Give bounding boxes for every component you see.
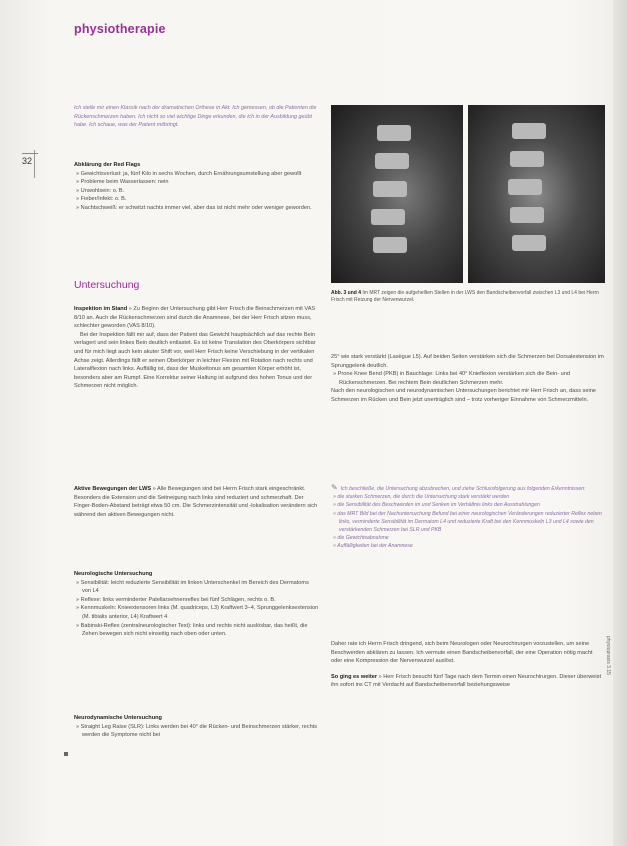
right-column-top bbox=[331, 353, 604, 405]
footer-mark bbox=[64, 752, 68, 756]
neuro-section bbox=[74, 570, 319, 639]
inspektion-text-2: Bei der Inspektion fällt mir auf, dass der Patient das Gewicht hauptsächlich auf das rechte Bein verlagert und sein linkes Bein deutlich entlastet. Es ist keine Translation des Oberkörpers sichtbar und für mich liegt auch kein akuter Shift vor, weil Herr Frisch keine Verschiebung in der vertikalen Achse zeigt. Allerdings fällt er seinen Oberkörper in leichter Flexion mit Rotation nach rechts und Lateralflexion nach links. Auffällig ist, dass der Muskeltonus am gesamten Körper erhöht ist, besonders aber am Rumpf. Eine Korrektur seiner Haltung ist aufgrund des hohen Tonus und der Schmerzen nicht möglich. bbox=[74, 331, 316, 390]
side-label: physiopraxis 3.15 bbox=[605, 636, 611, 675]
figure-caption bbox=[331, 290, 604, 304]
neuro-title: Neurologische Untersuchung bbox=[74, 571, 153, 577]
page-number: 32 bbox=[22, 153, 38, 166]
right-cont-text: 25° wie stark verstärkt (Lasègue L5). Auf beiden Seiten verstärken sich die Schmerzen bei Dorsalextension im Sprunggelenk deutlich. bbox=[331, 354, 604, 369]
list-item: » Auffälligkeiten bei der Anamnese bbox=[333, 543, 413, 550]
list-item: » Babinski-Reflex (zentralneurologischer Test): links und rechts nicht auslösbar, das heißt, die Zehen bewegen sich nicht einseitig nach oben oder unten. bbox=[76, 622, 308, 638]
red-flags-section bbox=[74, 161, 319, 213]
so-ging-es-weiter-text: Herr Frisch besucht fünf Tage nach dem Termin einen Neurochirurgen. Dieser überweist ihn sofort ins CT mit Verdacht auf Bandscheibenvorfall beziehungsweise bbox=[331, 673, 601, 689]
list-item: » Sensibilität: leicht reduzierte Sensibilität im linken Unterschenkel im Bereich des Dermatoms von L4 bbox=[76, 579, 309, 595]
list-item: » Kennmuskeln: Knieextensoren links (M. quadriceps, L3) Kraftwert 3–4, Sprunggelenksextension (M. tibialis anterior, L4) Kraftwert 4 bbox=[76, 605, 319, 620]
mri-image-right bbox=[468, 105, 605, 283]
neurodyn-title: Neurodynamische Untersuchung bbox=[74, 715, 162, 721]
mri-image-left bbox=[331, 105, 463, 283]
red-flags-title: Abklärung der Red Flags bbox=[74, 162, 141, 168]
intro-text: Ich stelle mir einen Klassik nach der dramatischen Orthese in Akt. Ich gemessen, ob die Patienten die Rückenschmerzen haben. Ich nicht so viel wichtige Dinge erkunden, die ich in der Ausbildung geübt habe. Ich schaue, was der Patient mitbringt. bbox=[74, 105, 317, 129]
so-ging-es-weiter-title: So ging es weiter bbox=[331, 673, 378, 680]
list-item: » die Gewichtsabnahme bbox=[333, 535, 389, 542]
list-item: » die Sensibilität des Beschwerden im und Senken im Verhältnis links den Ausstrahlungen bbox=[333, 502, 540, 509]
list-item: » Gewichtsverlust: ja, fünf Kilo in sechs Wochen, durch Ernährungsumstellung aber gewollt bbox=[76, 170, 302, 177]
right-paragraph-2: Daher rate ich Herrn Frisch dringend, sich beim Neurologen oder Neurochirurgen vorzustellen, um seine Beschwerden abklären zu lassen. Ich vermute einen Bandscheibenvorfall, der eine Operation nötig macht oder eine Kompression der Nervenwurzel auslöst. bbox=[331, 641, 593, 665]
aktive-title: Aktive Bewegungen der LWS bbox=[74, 486, 152, 492]
list-item: » Reflexe: links verminderter Patellarsehnenreflex bei fünf Schlägen, rechts o. B. bbox=[76, 596, 276, 603]
aktive-text: Alle Bewegungen sind bei Herrn Frisch stark eingeschränkt. Besonders die Extension und die Seitneigung nach links sind reduziert und schmerzhaft. Der Finger-Boden-Abstand beträgt etwa 50 cm. Die Schmerzintensität und -lokalisation verändern sich während den aktiven Bewegungen nicht. bbox=[74, 486, 318, 518]
list-item: » Probleme beim Wasserlassen: nein bbox=[76, 179, 169, 186]
list-item: » Prone Knee Bend (PKB) in Bauchlage: Links bei 40° Knieflexion verstärken sich die Bein- und Rückenschmerzen. Bei rechtem Bein deutlichen Schmerzen mehr. bbox=[333, 371, 571, 386]
list-item: » das MRT Bild bei der Nachuntersuchung Befund bei einer neurologischen Veränderungen reduzierter Reflex neben links, verminderte Sensibilität im Dermatom L4 und reduzierte Kraft bei den Kennmuskeln L3 und L4 sowie den verstärkenden Schmerzen bei SLR und PKB bbox=[333, 510, 602, 534]
list-item: » Nachtschweiß: er schwitzt nachts immer viel, aber das ist nicht mehr oder weniger geworden. bbox=[76, 204, 312, 211]
list-item: » die starken Schmerzen, die durch die Untersuchung stark verstärkt werden bbox=[333, 494, 510, 501]
inspektion-text: Zu Beginn der Untersuchung gibt Herr Frisch die Beinschmerzen mit VAS 8/10 an. Auch die Rückenschmerzen sind durch die Anamnese, bei der Herr Frisch sitzen muss, schlechter geworden (VAS 8/10). bbox=[74, 306, 316, 330]
right-paragraph: Nach den neurologischen und neurodynamischen Untersuchungen berichtet mir Herr Frisch an, dass seine Schmerzen im Rücken und Bein jetzt unerträglich sind – trotz vorheriger Einnahme von Schmerzmitteln. bbox=[331, 388, 596, 403]
note-box bbox=[331, 484, 604, 551]
caption-label: Abb. 3 und 4 bbox=[331, 290, 361, 296]
inspektion-section: Inspektion im Stand » Zu Beginn der Untersuchung gibt Herr Frisch die Beinschmerzen mit VAS 8/10 an. Auch die Rückenschmerzen sind durch die Anamnese, bei der Herr Frisch sitzen muss, schlechter geworden (VAS 8/10). Bei der Inspektion fällt mir auf, dass der Patient das Gewicht hauptsächlich auf das rechte Bein verlagert und sein linkes Bein deutlich entlastet. Es ist keine Translation des Oberkörpers sichtbar und für mich liegt auch kein akuter Shift vor, weil Herr Frisch keine Verschiebung in der vertikalen Achse zeigt. Allerdings fällt er seinen Oberkörper in leichter Flexion mit Rotation nach rechts und Lateralflexion nach links. Auffällig ist, dass der Muskeltonus am gesamten Körper erhöht ist, besonders aber am Rumpf. Eine Korrektur seiner Haltung ist aufgrund des hohen Tonus und der Schmerzen nicht möglich. bbox=[74, 305, 319, 391]
note-icon: ✎ bbox=[331, 483, 338, 492]
caption-text: Im MRT zeigen die aufgehellten Stellen in der LWS den Bandscheibenvorfall zwischen L3 und L4 bei Herrn Frisch mit Reizung der Nervenwurzel. bbox=[331, 290, 599, 303]
inspektion-title: Inspektion im Stand bbox=[74, 306, 128, 312]
note-intro: Ich beschließe, die Untersuchung abzubrechen, und ziehe Schlussfolgerung aus folgenden Erkenntnissen: bbox=[340, 486, 586, 492]
right-column-bottom: Daher rate ich Herrn Frisch dringend, sich beim Neurologen oder Neurochirurgen vorzustellen, um seine Beschwerden abklären zu lassen. Ich vermute einen Bandscheibenvorfall, der eine Operation nötig macht oder eine Kompression der Nervenwurzel auslöst. So ging es weiter » Herr Frisch besucht fünf Tage nach dem Termin einen Neurochirurgen. Dieser überweist ihn sofort ins CT mit Verdacht auf Bandscheibenvorfall beziehungsweise bbox=[331, 640, 604, 690]
page-title: physiotherapie bbox=[74, 22, 166, 36]
aktive-section: Aktive Bewegungen der LWS » Alle Bewegungen sind bei Herrn Frisch stark eingeschränkt. Besonders die Extension und die Seitneigung nach links sind reduziert und schmerzhaft. Der Finger-Boden-Abstand beträgt etwa 50 cm. Die Schmerzintensität und -lokalisation verändern sich während den aktiven Bewegungen nicht. bbox=[74, 486, 318, 518]
section-heading: Untersuchung bbox=[74, 279, 140, 291]
list-item: » Unwohlsein: o. B. bbox=[76, 187, 125, 194]
neurodyn-section bbox=[74, 714, 319, 740]
list-item: » Fieber/Infekt: o. B. bbox=[76, 196, 127, 203]
list-item: » Straight Leg Raise (SLR): Links werden bei 40° die Rücken- und Beinschmerzen stärker, rechts werden die Symptome nicht bei bbox=[76, 723, 318, 739]
page-edge bbox=[613, 0, 627, 846]
